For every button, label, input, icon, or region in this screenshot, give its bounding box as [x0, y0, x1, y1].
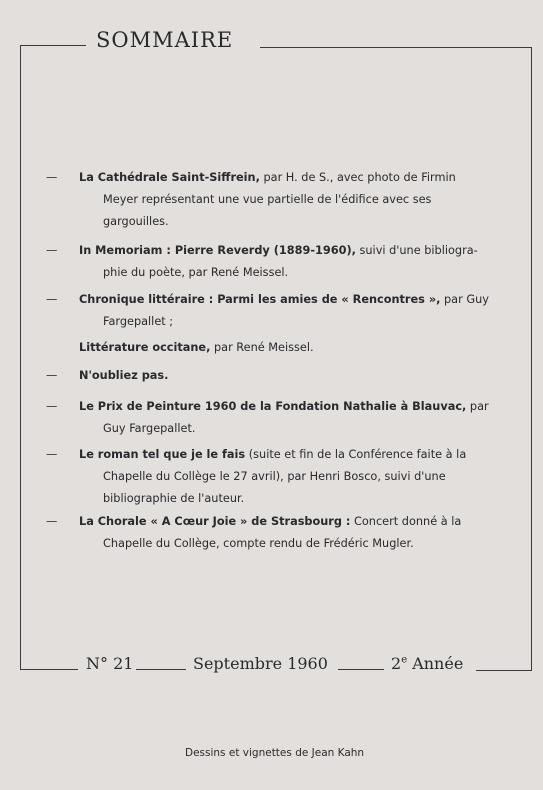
contents-entry — [46, 240, 509, 284]
illustration-credit: Dessins et vignettes de Jean Kahn — [185, 747, 365, 759]
entry-line-first — [79, 444, 509, 466]
entry-description: par Guy — [440, 293, 489, 306]
entry-description: suivi d'une bibliogra- — [355, 244, 478, 257]
entry-line-first — [79, 167, 509, 189]
frame-top-left-rule — [20, 45, 86, 46]
year-superscript: e — [401, 654, 408, 666]
entry-article-title: Chronique littéraire : Parmi les amies de « Rencontres », — [79, 293, 441, 306]
entry-article-title: Littérature occitane, — [79, 341, 211, 354]
entry-dash: — — [46, 515, 58, 528]
entry-line-continued — [79, 189, 509, 211]
entry-description: Meyer représentant une vue partielle de l'édifice avec ses — [103, 193, 432, 206]
entry-article-title: La Chorale « A Cœur Joie » de Strasbourg : — [79, 515, 351, 528]
entry-article-title: In Memoriam : Pierre Reverdy (1889-1960), — [79, 244, 356, 257]
entry-line-continued — [79, 211, 509, 233]
entry-line-first — [79, 365, 509, 387]
contents-entry — [46, 396, 509, 440]
entry-description: Guy Fargepallet. — [103, 422, 196, 435]
contents-entry — [46, 289, 509, 359]
issue-date: Septembre 1960 — [193, 654, 328, 673]
frame-right-border — [531, 47, 532, 670]
entry-description: Chapelle du Collège le 27 avril), par Henri Bosco, suivi d'une — [103, 470, 446, 483]
contents-entry — [46, 444, 509, 510]
page-title: SOMMAIRE — [96, 28, 234, 52]
entry-article-title: N'oubliez pas. — [79, 369, 169, 382]
contents-entry — [46, 511, 509, 555]
entry-description: Fargepallet ; — [103, 315, 174, 328]
footer-rule-2 — [136, 669, 186, 670]
contents-entry — [46, 365, 509, 387]
entry-line-first — [79, 289, 509, 311]
frame-left-border — [20, 45, 21, 670]
year-label: Année — [407, 654, 464, 673]
entry-line-continued — [79, 466, 509, 488]
entry-description: par René Meissel. — [210, 341, 314, 354]
entry-line-continued — [79, 311, 509, 333]
entry-description: par — [466, 400, 489, 413]
entry-description: par H. de S., avec photo de Firmin — [259, 171, 456, 184]
issue-number: N° 21 — [86, 654, 134, 673]
entry-dash: — — [46, 448, 58, 461]
entry-line-continued — [79, 262, 509, 284]
entry-dash: — — [46, 171, 58, 184]
entry-line-first — [79, 396, 509, 418]
entry-line-continued — [79, 488, 509, 510]
frame-top-right-rule — [260, 47, 532, 48]
entry-sub-item — [79, 337, 509, 359]
entry-description: bibliographie de l'auteur. — [103, 492, 245, 505]
entry-article-title: La Cathédrale Saint-Siffrein, — [79, 171, 260, 184]
entry-description: (suite et fin de la Conférence faite à la — [245, 448, 467, 461]
entry-dash: — — [46, 400, 58, 413]
entry-description: Concert donné à la — [350, 515, 462, 528]
entry-line-continued — [79, 418, 509, 440]
entry-dash: — — [46, 293, 58, 306]
entry-line-first — [79, 511, 509, 533]
issue-year — [391, 654, 463, 673]
footer-rule-3 — [338, 669, 384, 670]
entry-description: gargouilles. — [103, 215, 169, 228]
footer-rule-4 — [476, 670, 532, 671]
entry-dash: — — [46, 369, 58, 382]
entry-article-title: Le roman tel que je le fais — [79, 448, 246, 461]
entry-dash: — — [46, 244, 58, 257]
footer-rule-1 — [20, 669, 78, 670]
contents-entry — [46, 167, 509, 233]
entry-line-continued — [79, 533, 509, 555]
entry-description: phie du poète, par René Meissel. — [103, 266, 289, 279]
entry-description: Chapelle du Collège, compte rendu de Frédéric Mugler. — [103, 537, 414, 550]
entry-line-first — [79, 240, 509, 262]
entry-article-title: Le Prix de Peinture 1960 de la Fondation Nathalie à Blauvac, — [79, 400, 467, 413]
year-number: 2 — [391, 654, 402, 673]
